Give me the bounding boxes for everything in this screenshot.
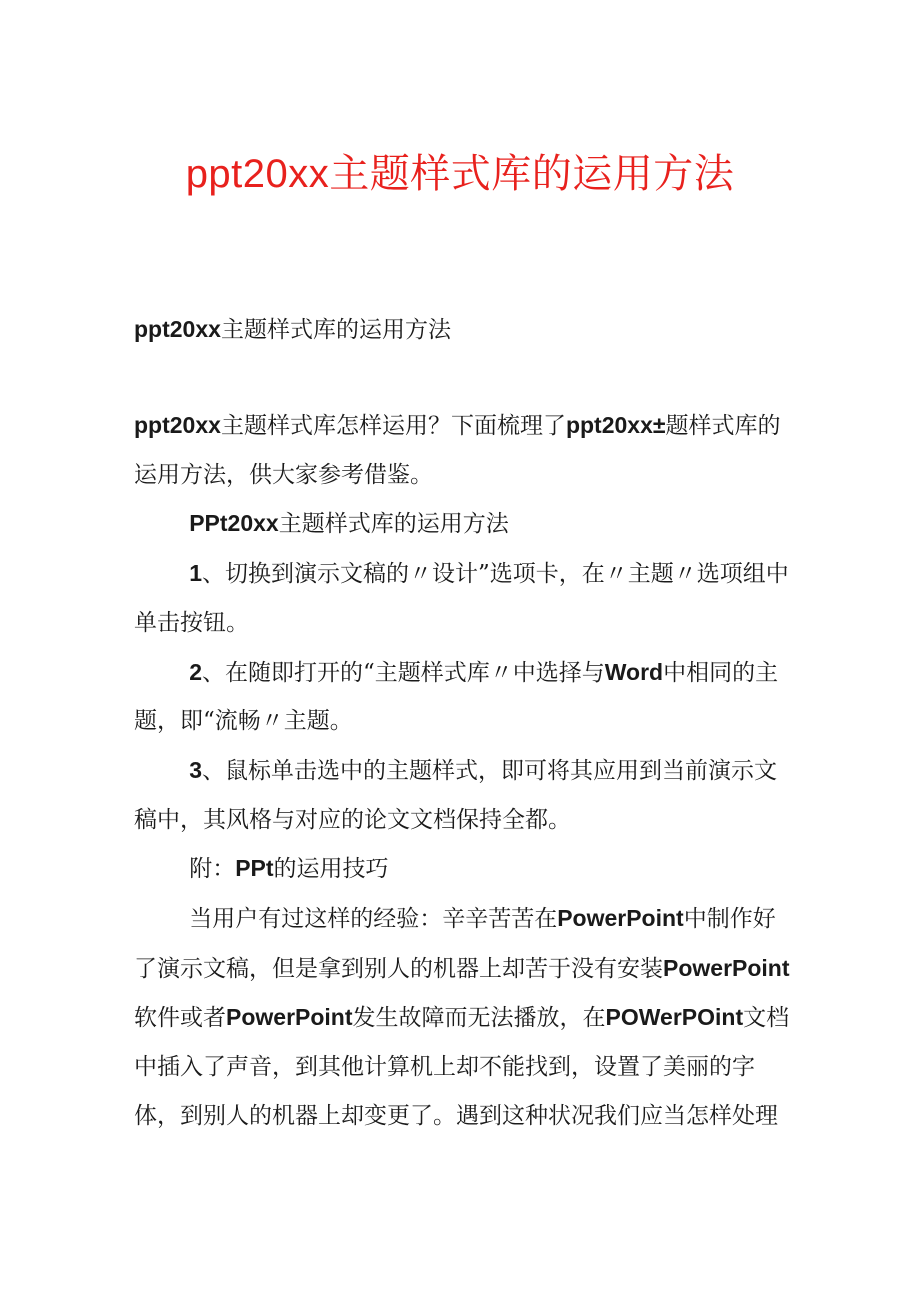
- appendix-text-1: 附：: [189, 856, 236, 883]
- closing-latin-3: PowerPoint: [226, 1004, 353, 1031]
- intro-text-1: 主题样式库怎样运用？下面梳理了: [220, 413, 566, 439]
- appendix-latin: PPt: [235, 855, 274, 882]
- appendix-text-2: 的运用技巧: [273, 856, 389, 883]
- section-heading-latin: PPt20xx: [189, 510, 279, 537]
- step-1-text: 、切换到演示文稿的〃设计”选项卡，在〃主题〃选项组中单击按钮。: [134, 561, 789, 636]
- closing-latin-1: PowerPoint: [557, 905, 684, 932]
- step-2-latin: Word: [604, 658, 664, 685]
- step-1-paragraph: [134, 549, 794, 647]
- closing-text-5: 文档中插入了声音，到其他计算机上却不能找到，设置了美丽的字体，到别人的机器上却变更了。遇到这种状况我们应当怎样处理: [134, 1005, 790, 1129]
- step-3-text: 、鼠标单击选中的主题样式，即可将其应用到当前演示文稿中，其风格与对应的论文文档保持全都。: [134, 757, 777, 833]
- intro-paragraph: [134, 401, 794, 499]
- document-body: [134, 401, 794, 1141]
- section-heading-text: 主题样式库的运用方法: [278, 511, 509, 538]
- step-3-paragraph: [134, 746, 794, 844]
- section-heading: [134, 499, 794, 549]
- subtitle-text: 主题样式库的运用方法: [220, 317, 451, 343]
- closing-text-4: 发生故障而无法播放，在: [352, 1005, 606, 1032]
- step-2-number: 2: [189, 658, 202, 685]
- closing-text-1: 当用户有过这样的经验：辛辛苦苦在: [189, 906, 558, 933]
- step-2-text-2: 中相同的主题，即“流畅〃主题。: [134, 659, 779, 735]
- intro-text-2: 题样式库的运用方法，供大家参考借鉴。: [134, 413, 781, 488]
- step-2-text-1: 、在随即打开的“主题样式库〃中选择与: [201, 659, 605, 686]
- subtitle-latin: ppt20xx: [134, 316, 221, 342]
- document-title: [0, 146, 920, 202]
- document-subtitle: [134, 311, 794, 348]
- closing-latin-2: PowerPoint: [663, 954, 790, 981]
- step-3-number: 3: [189, 756, 202, 783]
- closing-paragraph: [134, 894, 794, 1141]
- intro-latin-2: ppt20xx±: [565, 412, 666, 438]
- closing-latin-4: POWerPOint: [605, 1004, 744, 1031]
- appendix-heading: [134, 844, 794, 894]
- closing-text-3: 软件或者: [134, 1005, 226, 1032]
- step-1-number: 1: [189, 560, 202, 587]
- intro-latin-1: ppt20xx: [134, 412, 221, 438]
- title-text: 主题样式库的运用方法: [329, 151, 735, 197]
- title-latin: ppt20xx: [185, 152, 330, 196]
- closing-text-2: 中制作好了演示文稿，但是拿到别人的机器上却苦于没有安装: [134, 906, 776, 982]
- step-2-paragraph: [134, 648, 794, 746]
